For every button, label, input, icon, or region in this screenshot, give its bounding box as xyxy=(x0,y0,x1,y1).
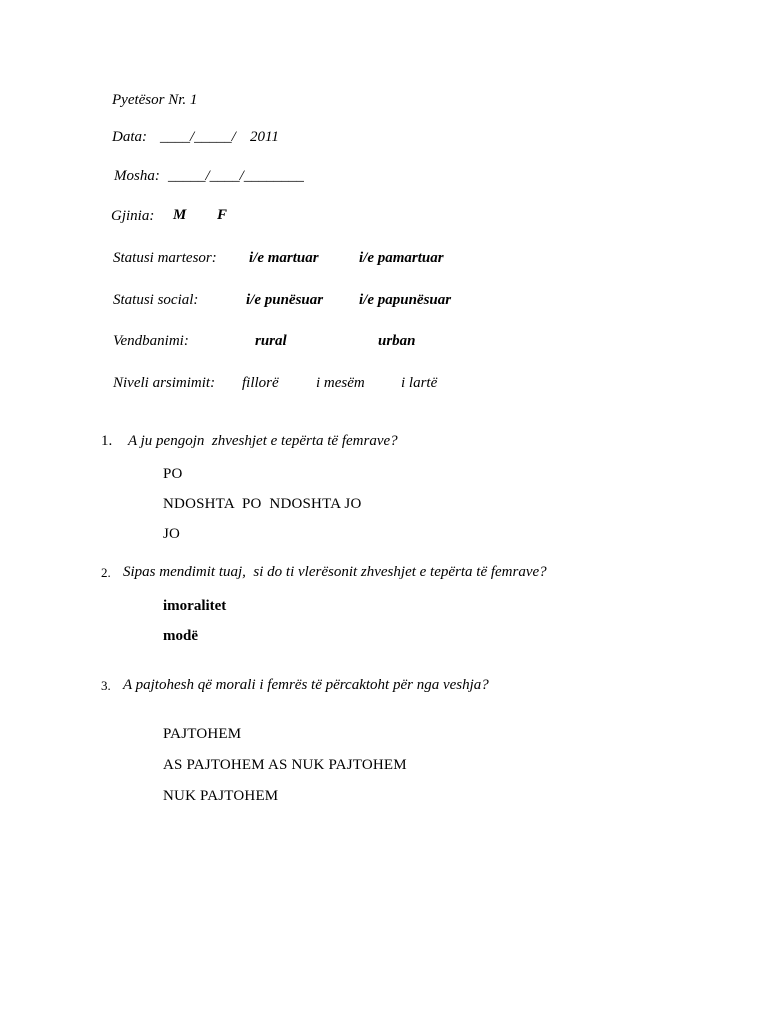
age-label: Mosha: xyxy=(114,168,160,184)
question-2-option-immorality: imoralitet xyxy=(163,598,227,614)
question-3-option-neutral: AS PAJTOHEM AS NUK PAJTOHEM xyxy=(163,757,407,773)
page-title: Pyetësor Nr. 1 xyxy=(112,92,198,108)
date-blanks: ____/_____/ xyxy=(160,129,236,145)
gender-option-f: F xyxy=(217,207,228,223)
social-option-unemployed: i/e papunësuar xyxy=(359,292,452,308)
date-year: 2011 xyxy=(250,129,279,145)
date-label: Data: xyxy=(112,129,147,145)
marital-option-unmarried: i/e pamartuar xyxy=(359,250,444,266)
gender-option-m: M xyxy=(173,207,187,223)
age-blanks: _____/____/________ xyxy=(168,168,304,184)
question-1-option-yes: PO xyxy=(163,466,183,482)
question-1-option-no: JO xyxy=(163,526,181,542)
education-option-secondary: i mesëm xyxy=(316,375,365,391)
social-status-label: Statusi social: xyxy=(113,292,199,308)
question-1-text: A ju pengojn zhveshjet e tepërta të femrave? xyxy=(128,433,398,449)
question-3-text: A pajtohesh që morali i femrës të përcaktoht për nga veshja? xyxy=(123,677,489,693)
education-option-higher: i lartë xyxy=(401,375,438,391)
question-2-option-fashion: modë xyxy=(163,628,198,644)
residence-option-rural: rural xyxy=(255,333,287,349)
gender-label: Gjinia: xyxy=(111,208,155,224)
education-option-primary: fillorë xyxy=(242,375,279,391)
social-option-employed: i/e punësuar xyxy=(246,292,324,308)
question-1-number: 1. xyxy=(101,433,113,449)
question-1-option-maybe: NDOSHTA PO NDOSHTA JO xyxy=(163,496,362,512)
question-3-number: 3. xyxy=(101,678,111,693)
residence-option-urban: urban xyxy=(378,333,416,349)
marital-status-label: Statusi martesor: xyxy=(113,250,217,266)
question-2-text: Sipas mendimit tuaj, si do ti vlerësonit zhveshjet e tepërta të femrave? xyxy=(123,564,547,580)
education-label: Niveli arsimimit: xyxy=(113,375,216,391)
question-3-option-disagree: NUK PAJTOHEM xyxy=(163,788,279,804)
marital-option-married: i/e martuar xyxy=(249,250,319,266)
residence-label: Vendbanimi: xyxy=(113,333,189,349)
question-3-option-agree: PAJTOHEM xyxy=(163,726,242,742)
question-2-number: 2. xyxy=(101,565,111,580)
